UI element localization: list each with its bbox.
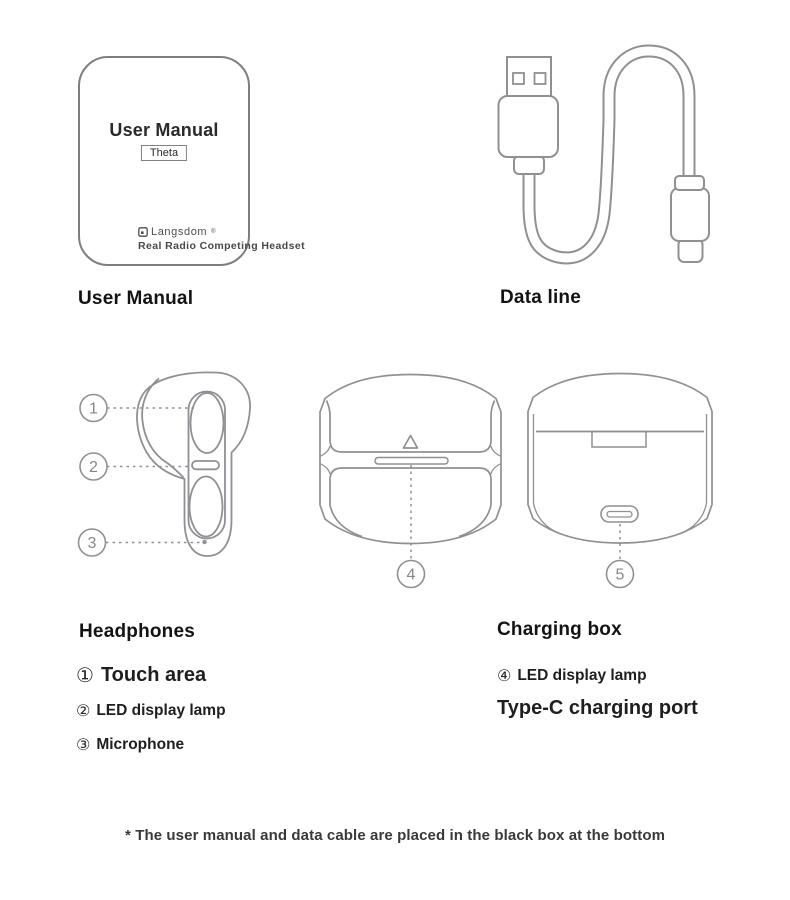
legend-label: LED display lamp [96,701,226,719]
box-front-triangle-mark [404,436,418,449]
box-front-waist-line [491,446,500,456]
callout-number-5: 5 [615,566,625,584]
earbud-lower-oval [190,477,223,537]
brand-logo [138,226,305,252]
legend-label: LED display lamp [517,666,647,684]
callout-number-3: 3 [87,535,97,552]
circled-number-2: ② [76,701,91,720]
caption-headphones: Headphones [79,621,196,642]
circled-number-4: ④ [497,666,512,685]
box-front-waist-line [321,446,330,456]
box-front-waist-line [491,464,500,474]
usb-a-body [499,96,559,157]
earbud-illustration [137,372,250,556]
model-badge: Theta [141,145,187,161]
legend-touch-area [76,663,206,687]
callout-number-4: 4 [406,566,416,584]
user-manual-booklet [78,56,305,266]
usb-c-body [671,188,709,241]
usb-c-tip [679,239,703,262]
caption-user-manual: User Manual [78,288,194,309]
data-cable-illustration [499,51,710,262]
earbud-touch-area [191,393,224,453]
legend-led-lamp [76,701,226,720]
callout-number-1: 1 [89,400,98,418]
box-front-lid [327,401,495,453]
brand-tagline: Real Radio Competing Headset [138,240,305,252]
circled-number-1: ① [76,663,94,687]
legend-label: Type-C charging port [497,697,698,719]
box-back-type-c-pin [607,512,632,518]
earbud-silhouette [137,372,250,556]
legend-microphone [76,735,184,754]
legend-label: Microphone [96,735,185,753]
circled-number-3: ③ [76,735,91,754]
legend-type-c-port [497,697,698,720]
legend-label: Touch area [100,663,207,686]
callout-number-2: 2 [89,459,98,476]
earbud-eartip-line [142,379,183,478]
usb-c-collar [675,176,704,190]
earbud-led-lamp [192,461,219,469]
legend-box-led-lamp [497,666,647,685]
caption-charging-box: Charging box [497,619,622,640]
usb-a-neck [514,156,544,174]
caption-data-line: Data line [500,287,581,308]
box-front-waist-line [321,464,330,474]
langsdom-logo-icon [138,227,148,237]
charging-box-back-illustration [528,374,712,588]
box-front-led-lamp [375,458,448,465]
box-back-hinge-notch [592,432,646,448]
packaging-footnote: * The user manual and data cable are placed in the black box at the bottom [124,827,666,844]
brand-name: Langsdom [151,226,208,238]
charging-box-front-illustration [320,375,501,588]
brand-trademark: ® [211,229,217,235]
earbud-microphone-dot [202,540,206,544]
booklet-title: User Manual [109,120,219,140]
